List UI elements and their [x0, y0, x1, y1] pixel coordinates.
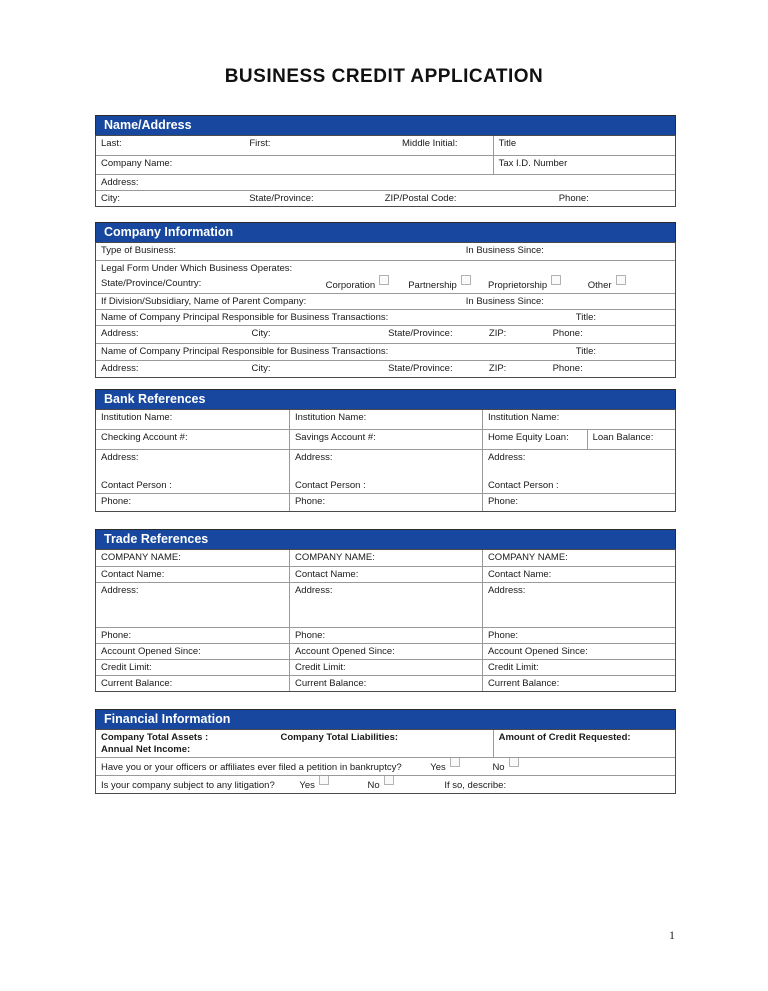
- city-state-zip-phone-cell[interactable]: [96, 191, 675, 206]
- state-province-country-label: State/Province/Country:: [101, 277, 202, 289]
- trade3-opened-label: Account Opened Since:: [487, 645, 588, 657]
- division-parent-label: If Division/Subsidiary, Name of Parent Company:: [101, 295, 307, 307]
- bank1-contact-label: Contact Person :: [101, 480, 172, 492]
- principal-2-city-label: City:: [251, 362, 271, 374]
- trade3-credit-limit-cell[interactable]: [482, 660, 675, 675]
- bank1-institution-label: Institution Name:: [101, 412, 173, 423]
- bank3-address-contact-cell[interactable]: [482, 450, 675, 493]
- corporation-label: Corporation: [325, 279, 376, 291]
- trade2-opened-label: Account Opened Since:: [294, 645, 395, 657]
- trade1-credit-limit-cell[interactable]: [96, 660, 289, 675]
- home-equity-cell[interactable]: [483, 430, 587, 449]
- bank1-institution-cell[interactable]: [96, 410, 289, 429]
- trade3-phone-label: Phone:: [487, 629, 519, 641]
- page-number: 1: [669, 928, 675, 942]
- bankruptcy-yes-checkbox[interactable]: [450, 758, 460, 767]
- trade3-balance-cell[interactable]: [482, 676, 675, 691]
- financial-information-table: [95, 729, 676, 794]
- trade2-credit-limit-label: Credit Limit:: [294, 661, 346, 673]
- litigation-yes-checkbox[interactable]: [319, 776, 329, 785]
- if-so-describe-label: If so, describe:: [444, 779, 507, 791]
- trade3-credit-limit-label: Credit Limit:: [487, 661, 539, 673]
- company-name-field-cell[interactable]: [96, 156, 493, 174]
- principal-2-title-label: Title:: [575, 345, 596, 357]
- total-assets-label: Company Total Assets :: [101, 732, 209, 743]
- trade1-address-cell[interactable]: [96, 583, 289, 627]
- bank2-contact-label: Contact Person :: [294, 480, 366, 492]
- other-option: [588, 278, 671, 292]
- principal-2-address-cell[interactable]: [96, 361, 675, 377]
- trade1-balance-label: Current Balance:: [101, 677, 173, 689]
- credit-requested-cell[interactable]: [493, 730, 675, 757]
- trade3-company-label: COMPANY NAME:: [487, 552, 568, 563]
- proprietorship-checkbox[interactable]: [551, 275, 561, 285]
- principal-2-phone-label: Phone:: [552, 362, 583, 374]
- title-label: Title: [498, 138, 517, 149]
- trade-references-header: Trade References: [95, 529, 676, 549]
- trade1-opened-label: Account Opened Since:: [101, 645, 201, 657]
- principal-2-label: Name of Company Principal Responsible for Business Transactions:: [101, 345, 389, 357]
- trade1-phone-cell[interactable]: [96, 628, 289, 643]
- trade1-address-label: Address:: [101, 584, 139, 596]
- principal-1-cell[interactable]: [96, 310, 675, 325]
- litigation-question-label: Is your company subject to any litigation?: [101, 779, 275, 791]
- first-name-label: First:: [249, 138, 271, 149]
- other-label: Other: [587, 279, 612, 291]
- company-information-table: [95, 242, 676, 378]
- bank3-loans-cell: [482, 430, 675, 449]
- trade-references-table: [95, 549, 676, 692]
- principal-1-phone-label: Phone:: [552, 327, 583, 339]
- principal-2-state-label: State/Province:: [388, 362, 453, 374]
- trade2-company-label: COMPANY NAME:: [294, 552, 375, 563]
- legal-form-cell[interactable]: [96, 261, 675, 293]
- in-business-since-2-label: In Business Since:: [465, 295, 544, 307]
- title-field-cell[interactable]: [493, 136, 675, 155]
- section-name-address: [95, 115, 676, 207]
- in-business-since-label: In Business Since:: [465, 245, 544, 256]
- bank3-contact-label: Contact Person :: [487, 480, 559, 492]
- trade3-address-label: Address:: [487, 584, 526, 596]
- savings-account-label: Savings Account #:: [294, 432, 376, 443]
- checking-account-label: Checking Account #:: [101, 432, 188, 443]
- trade2-company-cell[interactable]: [289, 550, 482, 566]
- principal-1-title-label: Title:: [575, 311, 596, 323]
- litigation-no-label: No: [367, 779, 380, 791]
- section-company-information: [95, 222, 676, 378]
- principal-1-label: Name of Company Principal Responsible for Business Transactions:: [101, 311, 389, 323]
- trade2-credit-limit-cell[interactable]: [289, 660, 482, 675]
- bank3-institution-cell[interactable]: [482, 410, 675, 429]
- address-label: Address:: [101, 177, 139, 188]
- loan-balance-cell[interactable]: [587, 430, 675, 449]
- bankruptcy-yes-label: Yes: [430, 761, 446, 773]
- trade1-company-label: COMPANY NAME:: [101, 552, 181, 563]
- principal-2-cell[interactable]: [96, 344, 675, 360]
- other-checkbox[interactable]: [616, 275, 626, 285]
- city-label: City:: [101, 192, 120, 204]
- corporation-checkbox[interactable]: [379, 275, 389, 285]
- principal-1-zip-label: ZIP:: [488, 327, 507, 339]
- tax-id-label: Tax I.D. Number: [498, 158, 568, 169]
- company-information-header: Company Information: [95, 222, 676, 242]
- trade2-contact-cell[interactable]: [289, 567, 482, 582]
- division-subsidiary-cell[interactable]: [96, 294, 675, 309]
- section-financial-information: [95, 709, 676, 794]
- trade1-balance-cell[interactable]: [96, 676, 289, 691]
- bank-references-table: [95, 409, 676, 512]
- address-field-cell[interactable]: [96, 175, 675, 190]
- trade2-address-cell[interactable]: [289, 583, 482, 627]
- state-province-label: State/Province:: [249, 192, 314, 204]
- name-address-table: [95, 135, 676, 207]
- litigation-question-cell[interactable]: [96, 776, 675, 793]
- trade3-balance-label: Current Balance:: [487, 677, 560, 689]
- bank3-phone-cell[interactable]: [482, 494, 675, 511]
- total-liabilities-cell[interactable]: [275, 730, 492, 757]
- bank3-address-label: Address:: [487, 452, 526, 463]
- bank1-address-contact-cell[interactable]: [96, 450, 289, 493]
- trade3-company-cell[interactable]: [482, 550, 675, 566]
- trade3-contact-cell[interactable]: [482, 567, 675, 582]
- legal-form-label: Legal Form Under Which Business Operates:: [101, 263, 293, 274]
- litigation-yes-label: Yes: [299, 779, 315, 791]
- company-name-label: Company Name:: [101, 158, 173, 169]
- trade3-opened-cell[interactable]: [482, 644, 675, 659]
- bank1-address-label: Address:: [101, 452, 139, 463]
- bank-references-header: Bank References: [95, 389, 676, 409]
- trade1-phone-label: Phone:: [101, 629, 132, 641]
- phone-label: Phone:: [558, 192, 589, 204]
- bankruptcy-question-cell: [96, 758, 675, 775]
- bank1-phone-label: Phone:: [101, 496, 132, 507]
- type-of-business-cell[interactable]: [96, 243, 675, 260]
- loan-balance-label: Loan Balance:: [592, 432, 654, 443]
- trade1-opened-cell[interactable]: [96, 644, 289, 659]
- bank2-phone-cell[interactable]: [289, 494, 482, 511]
- partnership-label: Partnership: [408, 279, 457, 291]
- trade1-company-cell[interactable]: [96, 550, 289, 566]
- credit-requested-label: Amount of Credit Requested:: [498, 732, 631, 743]
- trade2-balance-cell[interactable]: [289, 676, 482, 691]
- bankruptcy-question-label: Have you or your officers or affiliates ever filed a petition in bankruptcy?: [101, 761, 402, 773]
- bank2-institution-label: Institution Name:: [294, 412, 367, 423]
- bank2-institution-cell[interactable]: [289, 410, 482, 429]
- principal-1-address-cell[interactable]: [96, 326, 675, 343]
- trade2-phone-label: Phone:: [294, 629, 326, 641]
- trade2-contact-label: Contact Name:: [294, 569, 359, 580]
- bank2-address-contact-cell[interactable]: [289, 450, 482, 493]
- bankruptcy-no-checkbox[interactable]: [509, 758, 519, 767]
- bank1-phone-cell[interactable]: [96, 494, 289, 511]
- corporation-option: [326, 278, 409, 292]
- zip-postal-label: ZIP/Postal Code:: [384, 192, 457, 204]
- proprietorship-option: [488, 278, 588, 292]
- trade1-contact-label: Contact Name:: [101, 569, 165, 580]
- partnership-checkbox[interactable]: [461, 275, 471, 285]
- litigation-no-checkbox[interactable]: [384, 776, 394, 785]
- document-title: BUSINESS CREDIT APPLICATION: [224, 66, 544, 87]
- bank2-phone-label: Phone:: [294, 496, 326, 507]
- total-assets-cell[interactable]: [96, 730, 275, 757]
- principal-2-address-label: Address:: [101, 362, 139, 374]
- section-bank-references: [95, 389, 676, 512]
- proprietorship-label: Proprietorship: [488, 279, 548, 291]
- principal-1-state-label: State/Province:: [388, 327, 453, 339]
- annual-net-income-label: Annual Net Income:: [101, 743, 191, 755]
- last-name-label: Last:: [101, 138, 122, 149]
- bank3-phone-label: Phone:: [487, 496, 519, 507]
- trade2-opened-cell[interactable]: [289, 644, 482, 659]
- bank2-savings-cell[interactable]: [289, 430, 482, 449]
- bank1-checking-cell[interactable]: [96, 430, 289, 449]
- financial-information-header: Financial Information: [95, 709, 676, 729]
- trade1-contact-cell[interactable]: [96, 567, 289, 582]
- tax-id-field-cell[interactable]: [493, 156, 675, 174]
- bank2-address-label: Address:: [294, 452, 333, 463]
- name-address-header: Name/Address: [95, 115, 676, 135]
- bank3-institution-label: Institution Name:: [487, 412, 560, 423]
- partnership-option: [408, 278, 488, 292]
- trade2-balance-label: Current Balance:: [294, 677, 367, 689]
- total-liabilities-label: Company Total Liabilities:: [280, 732, 399, 743]
- principal-1-address-label: Address:: [101, 327, 139, 339]
- principal-2-zip-label: ZIP:: [488, 362, 507, 374]
- trade3-contact-label: Contact Name:: [487, 569, 552, 580]
- type-of-business-label: Type of Business:: [101, 245, 176, 256]
- section-trade-references: [95, 529, 676, 692]
- principal-1-city-label: City:: [251, 327, 271, 339]
- home-equity-label: Home Equity Loan:: [487, 432, 569, 443]
- trade3-phone-cell[interactable]: [482, 628, 675, 643]
- bankruptcy-no-label: No: [492, 761, 505, 773]
- trade2-phone-cell[interactable]: [289, 628, 482, 643]
- middle-initial-label: Middle Initial:: [402, 138, 458, 149]
- trade3-address-cell[interactable]: [482, 583, 675, 627]
- trade2-address-label: Address:: [294, 584, 333, 596]
- trade1-credit-limit-label: Credit Limit:: [101, 661, 152, 673]
- name-fields-cell[interactable]: [96, 136, 493, 155]
